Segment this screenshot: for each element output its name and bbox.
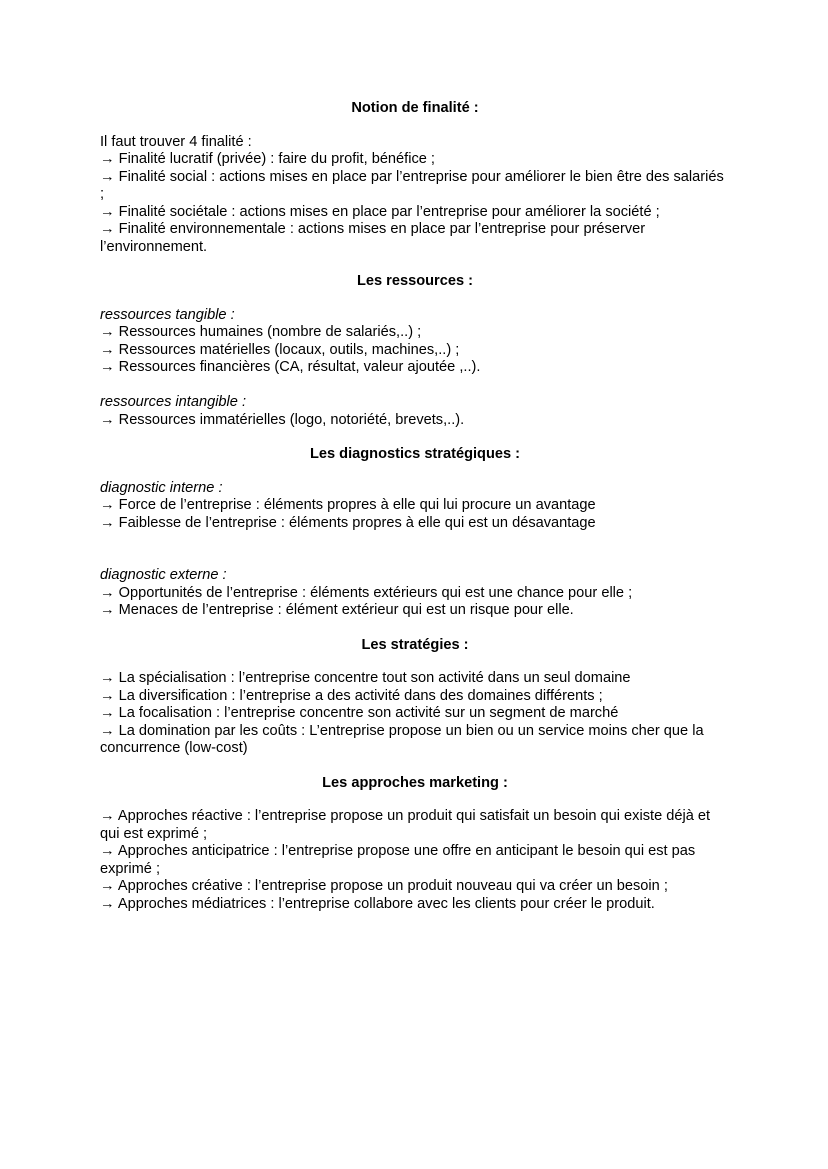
marketing-item: → Approches réactive : l’entreprise propose un produit qui satisfait un besoin qui existe déjà et qui est exprimé ;: [100, 808, 711, 842]
heading-strategies: Les stratégies :: [361, 636, 469, 653]
ressources-tangible-item: → Ressources matérielles (locaux, outils, machines,..) ;: [100, 341, 460, 358]
finalite-intro: Il faut trouver 4 finalité :: [100, 133, 252, 150]
document-content: [100, 100, 730, 913]
strategie-item: → La spécialisation : l’entreprise concentre tout son activité dans un seul domaine: [100, 670, 631, 686]
heading-finalite: Notion de finalité :: [351, 100, 479, 116]
heading-marketing: Les approches marketing :: [322, 774, 508, 791]
strategie-item: → La diversification : l’entreprise a des activité dans des domaines différents ;: [100, 687, 603, 704]
diagnostic-externe-item: → Menaces de l’entreprise : élément extérieur qui est un risque pour elle.: [100, 602, 574, 618]
marketing-item: → Approches créative : l’entreprise propose un produit nouveau qui va créer un besoin ;: [100, 878, 668, 894]
finalite-item: → Finalité environnementale : actions mises en place par l’entreprise pour préserver l’environnement.: [100, 221, 646, 255]
ressources-tangible-item: → Ressources humaines (nombre de salariés,..) ;: [100, 324, 422, 340]
finalite-item: → Finalité lucratif (privée) : faire du profit, bénéfice ;: [100, 151, 435, 167]
diagnostic-interne-item: → Force de l’entreprise : éléments propres à elle qui lui procure un avantage: [100, 497, 596, 513]
diagnostic-externe-label: diagnostic externe :: [100, 567, 227, 583]
finalite-item: → Finalité social : actions mises en place par l’entreprise pour améliorer le bien être des salariés ;: [100, 168, 724, 202]
marketing-item: → Approches anticipatrice : l’entreprise propose une offre en anticipant le besoin qui est pas exprimé ;: [100, 843, 696, 877]
ressources-intangible-label: ressources intangible :: [100, 394, 247, 410]
diagnostic-interne-item: → Faiblesse de l’entreprise : éléments propres à elle qui est un désavantage: [100, 514, 596, 531]
heading-ressources: Les ressources :: [356, 273, 473, 289]
ressources-tangible-item: → Ressources financières (CA, résultat, valeur ajoutée ,..).: [100, 359, 481, 375]
ressources-intangible-item: → Ressources immatérielles (logo, notoriété, brevets,..).: [100, 411, 465, 428]
strategie-item: → La focalisation : l’entreprise concentre son activité sur un segment de marché: [100, 705, 619, 721]
diagnostic-externe-item: → Opportunités de l’entreprise : éléments extérieurs qui est une chance pour elle ;: [100, 584, 633, 601]
diagnostic-interne-label: diagnostic interne :: [100, 479, 223, 496]
strategie-item: → La domination par les coûts : L’entreprise propose un bien ou un service moins cher que la concurrence (low-cost): [100, 722, 704, 756]
marketing-item: → Approches médiatrices : l’entreprise collabore avec les clients pour créer le produit.: [100, 895, 655, 912]
heading-diagnostics: Les diagnostics stratégiques :: [309, 446, 521, 462]
finalite-item: → Finalité sociétale : actions mises en place par l’entreprise pour améliorer la société ;: [100, 203, 660, 220]
ressources-tangible-label: ressources tangible :: [100, 306, 235, 323]
